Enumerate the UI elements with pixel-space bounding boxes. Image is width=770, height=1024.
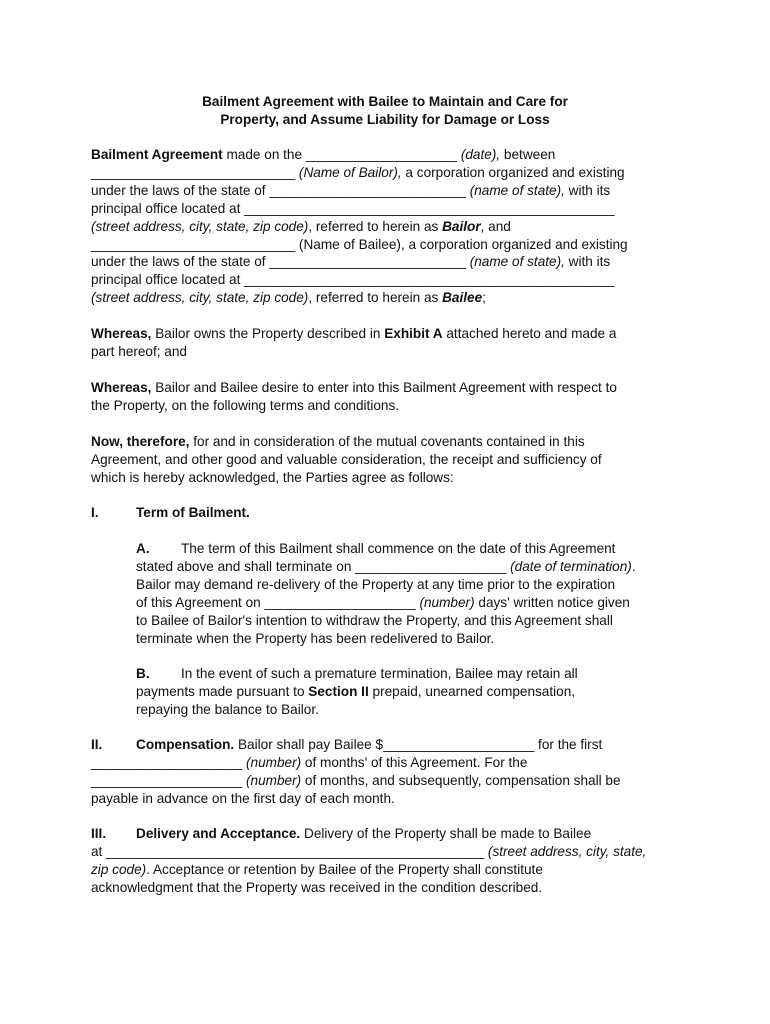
title-line-1: Bailment Agreement with Bailee to Maintain and Care for [202, 94, 568, 109]
therefore-paragraph: Now, therefore, for and in consideration of the mutual covenants contained in this Agreement, and other good and valuable consideration, the receipt and sufficiency of which is hereby acknowledged, the Parties agree as follows: [91, 434, 602, 485]
months-blank-2: ____________________ [91, 772, 243, 788]
bailee-state-blank: __________________________ [269, 254, 466, 270]
bailee-name-blank: ___________________________ [91, 236, 296, 252]
whereas-paragraph-2: Whereas, Bailor and Bailee desire to enter into this Bailment Agreement with respect to the Property, on the following terms and conditions. [91, 380, 617, 413]
amount-blank: ____________________ [383, 737, 535, 752]
title-line-2: Property, and Assume Liability for Damage or Loss [220, 112, 550, 127]
section-1-heading: I. Term of Bailment. [91, 505, 250, 520]
bailor-address-blank: _________________________________________________ [244, 200, 615, 216]
bailor-name-blank: ___________________________ [91, 164, 296, 180]
agreement-name: Bailment Agreement [91, 147, 223, 162]
section-3-number: III. [91, 826, 107, 841]
bailee-address-blank: _________________________________________________ [244, 272, 615, 288]
document-title [0, 93, 770, 129]
notice-days-blank: ____________________ [264, 594, 416, 610]
subsection-a-number: A. [136, 541, 150, 556]
termination-date-blank: ____________________ [355, 558, 507, 574]
section-3-delivery: III. Delivery and Acceptance. Delivery of the Property shall be made to Bailee at __________________________________________________ (street address, city, state, zip code). Acceptance or retention by Bailee of the Property shall constitute acknowledgment that the Property was received in the condition described. [91, 826, 647, 895]
section-1-number: I. [91, 505, 99, 520]
intro-paragraph: Bailment Agreement made on the ____________________ (date), between ___________________________ (Name of Bailor), a corporation organized and existing under the laws of the state of __________________________ (name of state), with its principal office located at _________________________________________________ (street address, city, state, zip code), referred to herein as Bailor, and ___________________________ (Name of Bailee), a corporation organized and existing under the laws of the state of __________________________ (name of state), with its principal office located at _________________________________________________ (street address, city, state, zip code), referred to herein as Bailee; [91, 147, 628, 306]
subsection-a: A. The term of this Bailment shall commence on the date of this Agreement stated above and shall terminate on ____________________ (date of termination). Bailor may demand re-delivery of the Property at any time prior to the expiration of this Agreement on ____________________ (number) days' written notice given to Bailee of Bailor's intention to withdraw the Property, and this Agreement shall terminate when the Property has been redelivered to Bailor. [136, 541, 636, 646]
delivery-address-blank: __________________________________________________ [106, 843, 485, 859]
section-2-compensation: II. Compensation. Bailor shall pay Bailee $____________________ for the first ____________________ (number) of months' of this Agreement. For the ____________________ (number) of months, and subsequently, compensation shall be payable in advance on the first day of each month. [91, 737, 621, 806]
bailor-state-blank: __________________________ [269, 182, 466, 198]
whereas-paragraph-1: Whereas, Bailor owns the Property described in Exhibit A attached hereto and made a part hereof; and [91, 326, 617, 359]
section-2-number: II. [91, 737, 103, 752]
subsection-b: B. In the event of such a premature termination, Bailee may retain all payments made pursuant to Section II prepaid, unearned compensation, repaying the balance to Bailor. [136, 666, 578, 717]
months-blank-1: ____________________ [91, 754, 243, 770]
subsection-b-number: B. [136, 666, 150, 681]
date-blank: ____________________ [305, 147, 458, 162]
